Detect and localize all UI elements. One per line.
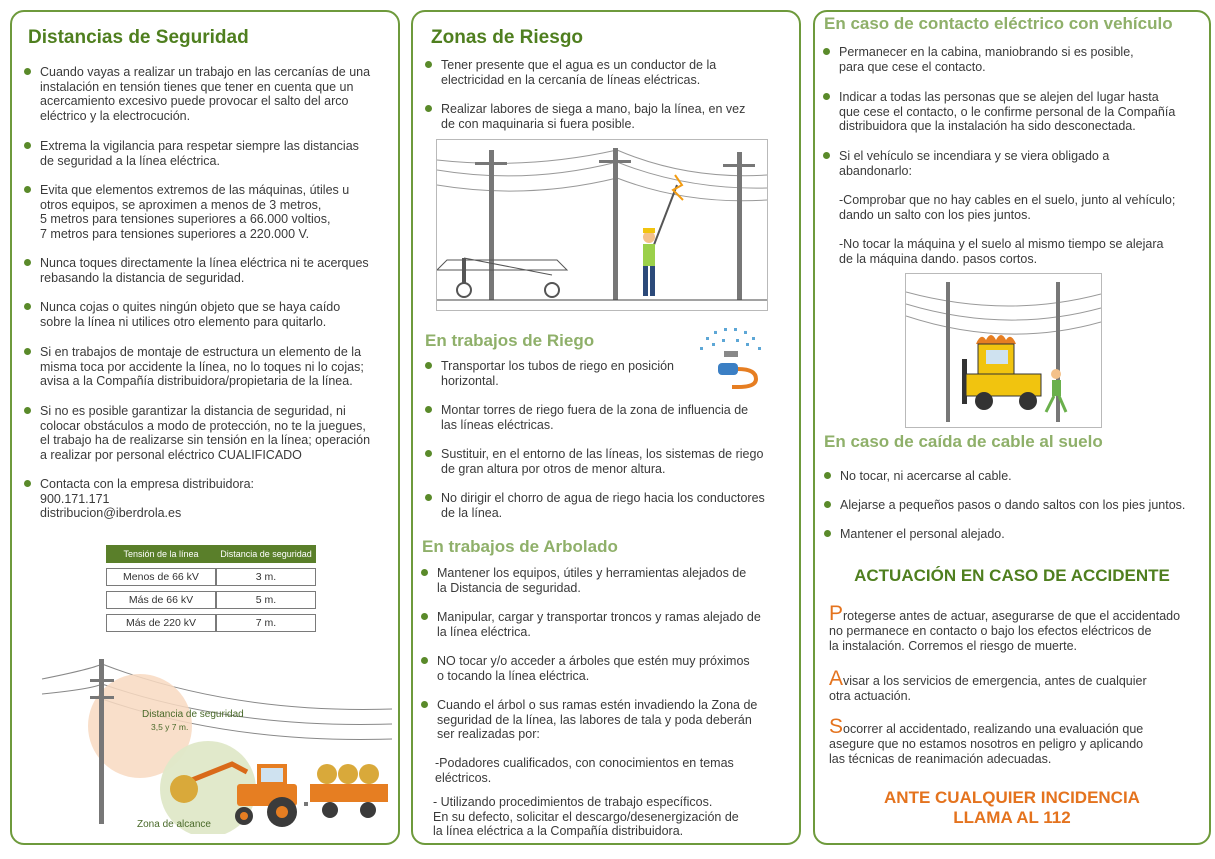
arbolado-sub-item: -Podadores cualificados, con conocimientos en temas eléctricos. (435, 756, 734, 785)
reach-zone-label: Zona de alcance (137, 819, 211, 830)
panel-safety-distances (10, 10, 400, 845)
vehicle-sub-item: -No tocar la máquina y el suelo al mismo tiempo se alejara de la máquina dando. pasos cortos. (839, 237, 1164, 266)
worker-pole-illustration (436, 139, 768, 311)
accident-title: ACTUACIÓN EN CASO DE ACCIDENTE (854, 566, 1170, 585)
list-item: Mantener los equipos, útiles y herramientas alejados de la Distancia de seguridad. (421, 566, 795, 595)
list-item: Si en trabajos de montaje de estructura un elemento de la misma toca por accidente la línea, no lo toques ni lo cojas; avisa a la Compañía distribuidora/propietaria de la línea. (24, 345, 394, 389)
hay-bale (170, 775, 198, 803)
incident-line-1: ANTE CUALQUIER INCIDENCIA (884, 788, 1140, 807)
vehicle-sub-item: -Comprobar que no hay cables en el suelo, junto al vehículo; dando un salto con los pies juntos. (839, 193, 1176, 222)
safety-distance-table (106, 540, 316, 637)
incident-line-2: LLAMA AL 112 (953, 808, 1071, 827)
list-item: Extrema la vigilancia para respetar siempre las distancias de seguridad a la línea eléctrica. (24, 139, 394, 168)
list-item: Si el vehículo se incendiara y se viera obligado a abandonarlo: (823, 149, 1207, 178)
table-cell: 3 m. (216, 568, 316, 586)
spark-icon (673, 175, 683, 200)
burning-vehicle-illustration (905, 273, 1102, 428)
panel-emergency (813, 10, 1211, 845)
panel-risk-zones (411, 10, 801, 845)
list-item: Evita que elementos extremos de las máquinas, útiles u otros equipos, se aproximen a menos de 3 metros, 5 metros para tensiones superiores a 66.000 voltios, 7 metros para tensiones superiores a 220.000 V. (24, 183, 394, 241)
list-item: Nunca toques directamente la línea eléctrica ni te acerques rebasando la distancia de seguridad. (24, 256, 394, 285)
worker (643, 244, 655, 266)
step-initial: A (829, 667, 844, 690)
list-item: Indicar a todas las personas que se alejen del lugar hasta que cese el contacto, o le confirme personal de la Compañía distribuidora que la instalación ha sido desconectada. (823, 90, 1207, 134)
list-item: Alejarse a pequeños pasos o dando saltos con los pies juntos. (824, 498, 1208, 513)
list-item-contact: Contacta con la empresa distribuidora: 900.171.171 distribucion@iberdrola.es (24, 477, 394, 521)
table-cell: Más de 66 kV (106, 591, 216, 609)
utility-pole (613, 148, 618, 300)
list-item: Cuando el árbol o sus ramas estén invadiendo la Zona de seguridad de la línea, las labores de tala y poda deberán ser realizadas por: (421, 698, 795, 742)
worker (1052, 380, 1061, 396)
list-item: Mantener el personal alejado. (824, 527, 1208, 542)
list-item: NO tocar y/o acceder a árboles que estén muy próximos o tocando la línea eléctrica. (421, 654, 795, 683)
arbolado-title: En trabajos de Arbolado (422, 537, 618, 556)
vehicle-contact-title: En caso de contacto eléctrico con vehículo (824, 14, 1173, 33)
safety-distances-title: Distancias de Seguridad (28, 27, 249, 48)
list-item: No dirigir el chorro de agua de riego hacia los conductores de la línea. (425, 491, 795, 520)
list-item: Realizar labores de siega a mano, bajo la línea, en vez de con maquinaria si fuera posible. (425, 102, 795, 131)
risk-zones-title: Zonas de Riesgo (431, 27, 584, 48)
step-text: ocorrer al accidentado, realizando una evaluación que asegure que no estamos nosotros en peligro y aplicando las técnicas de reanimación adecuadas. (829, 722, 1144, 766)
list-item: Montar torres de riego fuera de la zona de influencia de las líneas eléctricas. (425, 403, 795, 432)
table-row (106, 614, 316, 632)
list-item: No tocar, ni acercarse al cable. (824, 469, 1208, 484)
step-alert (829, 667, 1204, 704)
list-item: Nunca cojas o quites ningún objeto que se haya caído sobre la línea ni utilices otro elemento para quitarlo. (24, 300, 394, 329)
utility-pole (737, 152, 742, 300)
utility-pole (489, 150, 494, 300)
utility-pole (99, 659, 104, 824)
list-item: Si no es posible garantizar la distancia de seguridad, ni colocar obstáculos a modo de protección, no te la juegues, el trabajo ha de realizarse sin tensión en la línea; operación a realizar por personal eléctrico CUALIFICADO (24, 404, 394, 462)
table-row (106, 591, 316, 609)
safety-distance-label: Distancia de seguridad (142, 709, 244, 720)
list-item: Transportar los tubos de riego en posición horizontal. (425, 359, 795, 388)
list-item: Permanecer en la cabina, maniobrando si es posible, para que cese el contacto. (823, 45, 1207, 74)
table-cell: 5 m. (216, 591, 316, 609)
fire-icon (976, 335, 1016, 344)
step-text: visar a los servicios de emergencia, antes de cualquier otra actuación. (829, 674, 1147, 703)
list-item: Sustituir, en el entorno de las líneas, los sistemas de riego de gran altura por otros de menor altura. (425, 447, 795, 476)
list-item: Cuando vayas a realizar un trabajo en las cercanías de una instalación en tensión tienes que tener en cuenta que un acercamiento excesivo puede provocar el salto del arco eléctrico y la electrocución. (24, 65, 394, 123)
table-header: Tensión de la línea (106, 545, 216, 563)
table-cell: Más de 220 kV (106, 614, 216, 632)
safety-distance-values: 3,5 y 7 m. (151, 722, 189, 732)
table-cell: 7 m. (216, 614, 316, 632)
irrigation-title: En trabajos de Riego (425, 331, 595, 350)
table-cell: Menos de 66 kV (106, 568, 216, 586)
step-initial: P (829, 602, 844, 625)
trailer (310, 784, 388, 802)
table-row (106, 568, 316, 586)
list-item: Manipular, cargar y transportar troncos y ramas alejado de la línea eléctrica. (421, 610, 795, 639)
list-item: Tener presente que el agua es un conductor de la electricidad en la cercanía de líneas eléctricas. (425, 58, 795, 87)
step-help (829, 715, 1204, 767)
tractor-safety-zone-illustration (32, 654, 392, 834)
step-initial: S (829, 715, 844, 738)
step-text: rotegerse antes de actuar, asegurarse de que el accidentado no permanece en contacto o bajo los efectos eléctricos de la instalación. Corremos el riesgo de muerte. (829, 609, 1181, 653)
fallen-cable-title: En caso de caída de cable al suelo (824, 432, 1103, 451)
arbolado-sub-item: - Utilizando procedimientos de trabajo específicos. En su defecto, solicitar el descargo/desenergización de la línea eléctrica a la Compañía distribuidora. (433, 795, 739, 839)
table-header: Distancia de seguridad (216, 545, 316, 563)
step-protect (829, 602, 1204, 654)
